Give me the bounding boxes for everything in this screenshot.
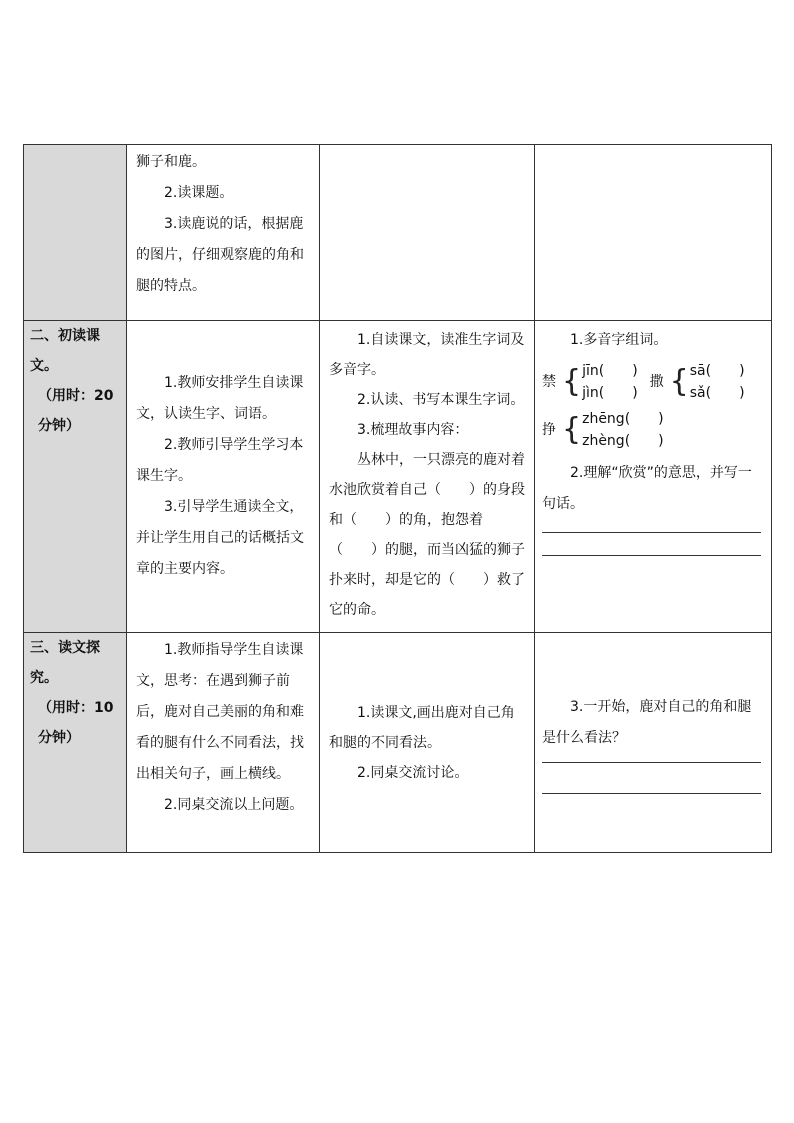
polyphone-char: 禁 [542, 373, 556, 390]
student-text: 1.读课文,画出鹿对自己角和腿的不同看法。 [329, 704, 515, 751]
brace-icon: { [669, 364, 689, 399]
teacher-text: 1.教师指导学生自读课文，思考：在遇到狮子前后，鹿对自己美丽的角和难看的腿有什么不同看法，找出相关句子，画上横线。 [136, 642, 304, 782]
phase-time: （用时：10分钟） [38, 700, 114, 746]
exercise-question: 3.一开始，鹿对自己的角和腿是什么看法？ [542, 698, 752, 746]
polyphone-group [542, 408, 761, 452]
exercise-question: 2.理解“欣赏”的意思，并写一句话。 [542, 465, 752, 512]
answer-line[interactable] [542, 762, 761, 763]
exercise-cell [535, 633, 772, 853]
table-row [24, 145, 772, 321]
teacher-text: 2.同桌交流以上问题。 [164, 797, 304, 813]
student-text: 丛林中，一只漂亮的鹿对着水池欣赏着自己（ ）的身段和（ ）的角，抱怨着（ ）的腿，而当凶猛的狮子扑来时，却是它的（ ）救了它的命。 [329, 452, 525, 618]
teacher-activity-cell [127, 321, 320, 633]
student-activity-cell [320, 321, 535, 633]
phase-cell [24, 633, 127, 853]
table-row [24, 321, 772, 633]
exercise-question: 1.多音字组词。 [570, 332, 668, 348]
teacher-text: 3.引导学生通读全文，并让学生用自己的话概括文章的主要内容。 [136, 499, 304, 577]
polyphone-char: 撒 [649, 373, 664, 390]
student-activity-cell [320, 145, 535, 321]
pinyin-reading: zhèng( ) [582, 433, 664, 449]
brace-icon: { [562, 412, 582, 447]
teacher-text: 2.教师引导学生学习本课生字。 [136, 437, 304, 484]
table-row [24, 633, 772, 853]
polyphone-char: 挣 [542, 421, 556, 438]
lesson-plan-table [23, 144, 772, 853]
student-text: 3.梳理故事内容： [357, 422, 469, 438]
teacher-text: 狮子和鹿。 [136, 154, 206, 170]
student-text: 1.自读课文，读准生字词及多音字。 [329, 332, 525, 378]
student-activity-cell [320, 633, 535, 853]
phase-title: 二、初读课文。 [30, 328, 100, 374]
polyphone-group [650, 360, 745, 404]
exercise-cell [535, 321, 772, 633]
teacher-text: 2.读课题。 [164, 185, 234, 201]
pinyin-reading: sā( ) [689, 363, 745, 379]
answer-line[interactable] [542, 793, 761, 794]
phase-time: （用时：20分钟） [38, 388, 114, 434]
pinyin-reading: jīn( ) [582, 363, 638, 379]
polyphone-group [542, 360, 638, 404]
phase-cell [24, 145, 127, 321]
teacher-text: 3.读鹿说的话，根据鹿的图片，仔细观察鹿的角和腿的特点。 [136, 216, 304, 294]
phase-title: 三、读文探究。 [30, 640, 100, 686]
pinyin-reading: jìn( ) [582, 385, 638, 401]
exercise-cell [535, 145, 772, 321]
teacher-activity-cell [127, 145, 320, 321]
phase-cell [24, 321, 127, 633]
teacher-text: 1.教师安排学生自读课文，认读生字、词语。 [136, 375, 304, 422]
teacher-activity-cell [127, 633, 320, 853]
brace-icon: { [562, 364, 582, 399]
answer-line[interactable] [542, 555, 761, 556]
pinyin-reading: sǎ( ) [689, 385, 745, 401]
student-text: 2.同桌交流讨论。 [357, 764, 469, 781]
student-text: 2.认读、书写本课生字词。 [357, 392, 525, 408]
pinyin-reading: zhēng( ) [582, 411, 664, 427]
answer-line[interactable] [542, 532, 761, 533]
